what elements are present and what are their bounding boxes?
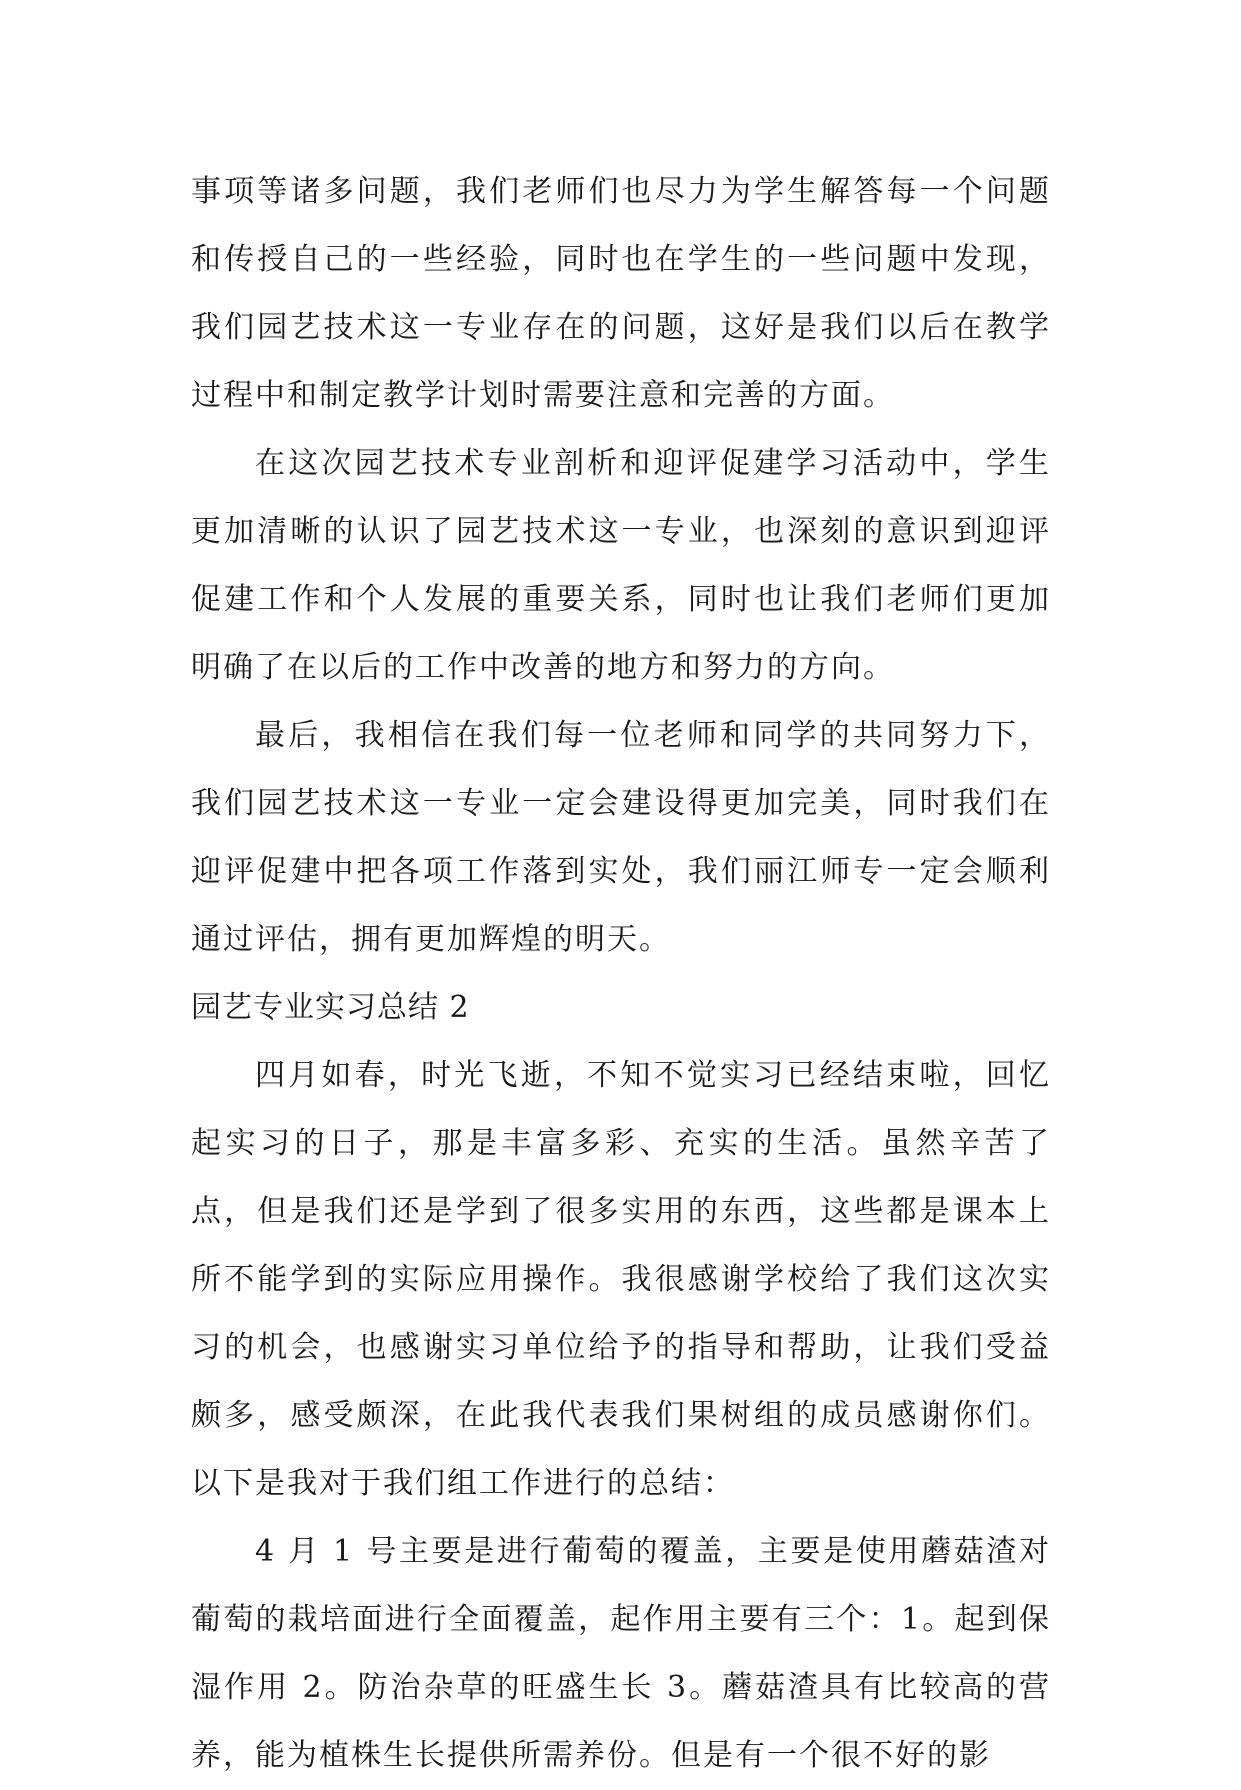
paragraph-5: 4 月 1 号主要是进行葡萄的覆盖，主要是使用蘑菇渣对葡萄的栽培面进行全面覆盖，起作用主要有三个：1。起到保湿作用 2。防治杂草的旺盛生长 3。蘑菇渣具有比较高的营养，能为植株生长提供所需养份。但是有一个很不好的影	[191, 1534, 1051, 1773]
paragraph-2: 在这次园艺技术专业剖析和迎评促建学习活动中，学生更加清晰的认识了园艺技术这一专业，也深刻的意识到迎评促建工作和个人发展的重要关系，同时也让我们老师们更加明确了在以后的工作中改善的地方和努力的方向。	[191, 446, 1051, 685]
document-page	[191, 158, 1051, 1790]
paragraph-4: 四月如春，时光飞逝，不知不觉实习已经结束啦，回忆起实习的日子，那是丰富多彩、充实的生活。虽然辛苦了点，但是我们还是学到了很多实用的东西，这些都是课本上所不能学到的实际应用操作。我很感谢学校给了我们这次实习的机会，也感谢实习单位给予的指导和帮助，让我们受益颇多，感受颇深，在此我代表我们果树组的成员感谢你们。以下是我对于我们组工作进行的总结：	[191, 1058, 1051, 1501]
paragraph-3: 最后，我相信在我们每一位老师和同学的共同努力下，我们园艺技术这一专业一定会建设得更加完美，同时我们在迎评促建中把各项工作落到实处，我们丽江师专一定会顺利通过评估，拥有更加辉煌的明天。	[191, 718, 1051, 957]
paragraph-1: 事项等诸多问题，我们老师们也尽力为学生解答每一个问题和传授自己的一些经验，同时也在学生的一些问题中发现，我们园艺技术这一专业存在的问题，这好是我们以后在教学过程中和制定教学计划时需要注意和完善的方面。	[191, 174, 1051, 413]
section-heading: 园艺专业实习总结 2	[191, 990, 470, 1025]
